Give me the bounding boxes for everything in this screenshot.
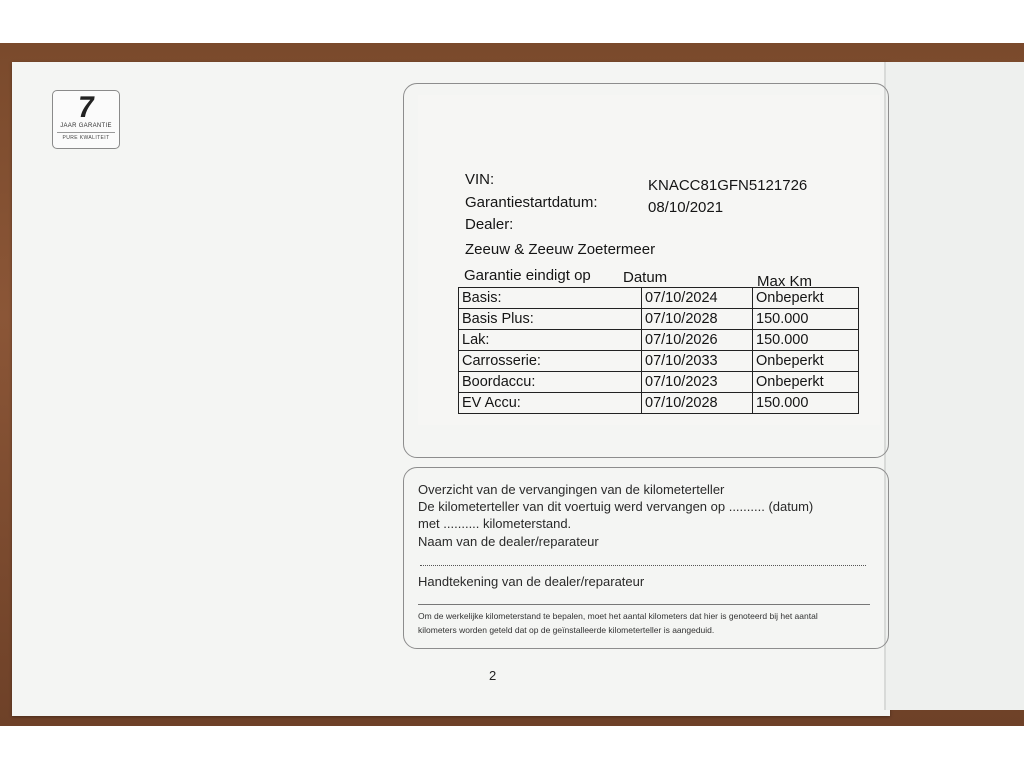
end-date: 07/10/2024	[642, 288, 753, 309]
odometer-km-line: met .......... kilometerstand.	[418, 516, 572, 531]
start-date-value: 08/10/2021	[648, 199, 724, 216]
table-row	[459, 288, 859, 309]
max-km: 150.000	[753, 393, 859, 414]
coverage-type: EV Accu:	[459, 393, 642, 414]
end-date: 07/10/2033	[642, 351, 753, 372]
logo-number: 7	[75, 91, 97, 124]
page-number: 2	[489, 668, 497, 683]
max-km: 150.000	[753, 330, 859, 351]
date-column-header: Datum	[623, 269, 668, 286]
dotted-fill-line	[420, 565, 866, 566]
divider	[418, 604, 870, 605]
booklet-page-right	[884, 62, 1024, 710]
vin-label: VIN:	[465, 171, 495, 188]
table-row	[459, 393, 859, 414]
start-date-label: Garantiestartdatum:	[465, 194, 598, 211]
coverage-type: Carrosserie:	[459, 351, 642, 372]
table-row	[459, 330, 859, 351]
logo-line1: JAAR GARANTIE	[60, 123, 112, 129]
table-row	[459, 372, 859, 393]
coverage-type: Basis:	[459, 288, 642, 309]
signature-line: Handtekening van de dealer/reparateur	[418, 574, 645, 589]
dealer-name-line: Naam van de dealer/reparateur	[418, 534, 599, 549]
km-column-header: Max Km	[757, 273, 813, 290]
warranty-table	[458, 287, 859, 414]
table-row	[459, 309, 859, 330]
footnote-line1: Om de werkelijke kilometerstand te bepalen, moet het aantal kilometers dat hier is genoteerd bij het aantal	[418, 611, 818, 621]
max-km: 150.000	[753, 309, 859, 330]
coverage-type: Basis Plus:	[459, 309, 642, 330]
vin-value: KNACC81GFN5121726	[648, 177, 808, 194]
max-km: Onbeperkt	[753, 351, 859, 372]
dealer-value: Zeeuw & Zeeuw Zoetermeer	[465, 241, 656, 258]
max-km: Onbeperkt	[753, 288, 859, 309]
warranty-ends-header: Garantie eindigt op	[464, 267, 591, 284]
odometer-replaced-line: De kilometerteller van dit voertuig werd vervangen op .......... (datum)	[418, 499, 814, 514]
logo-line2: PURE KWALITEIT	[57, 132, 115, 141]
dealer-label: Dealer:	[465, 216, 514, 233]
table-row	[459, 351, 859, 372]
footnote-line2: kilometers worden geteld dat op de geïnstalleerde kilometerteller is aangeduid.	[418, 625, 715, 635]
end-date: 07/10/2026	[642, 330, 753, 351]
end-date: 07/10/2028	[642, 309, 753, 330]
odometer-title: Overzicht van de vervangingen van de kilometerteller	[418, 482, 725, 497]
max-km: Onbeperkt	[753, 372, 859, 393]
end-date: 07/10/2023	[642, 372, 753, 393]
end-date: 07/10/2028	[642, 393, 753, 414]
warranty-logo	[52, 90, 120, 149]
coverage-type: Boordaccu:	[459, 372, 642, 393]
coverage-type: Lak:	[459, 330, 642, 351]
